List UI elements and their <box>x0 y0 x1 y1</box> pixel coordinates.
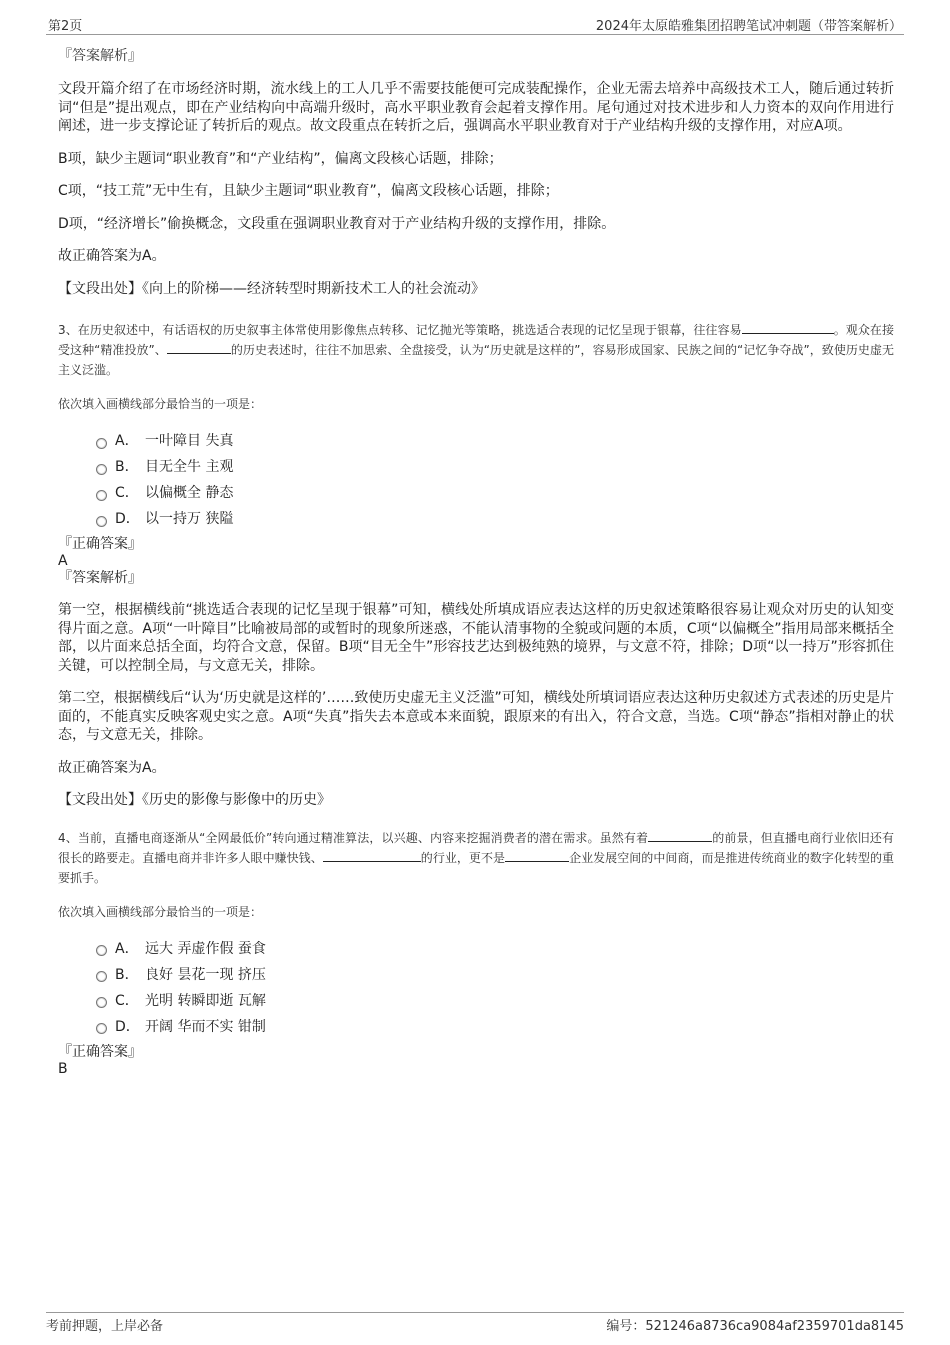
options-list <box>58 428 894 532</box>
radio-icon[interactable] <box>96 1023 107 1034</box>
passage-source: 【文段出处】《历史的影像与影像中的历史》 <box>58 792 331 808</box>
analysis-paragraph: 第二空，根据横线后“认为‘历史就是这样的’……致使历史虚无主义泛滥”可知，横线处所填词语应表达这种历史叙述方式表述的历史是片面的，不能真实反映客观史实之意。A项“失真”指失去本意或本来面貌，跟原来的有出入，符合文意，当选。C项“静态”指相对静止的状态，与文意无关，排除。 <box>58 690 894 743</box>
analysis-label: 『答案解析』 <box>58 570 142 586</box>
analysis-paragraph: B项，缺少主题词“职业教育”和“产业结构”，偏离文段核心话题，排除； <box>58 150 503 167</box>
passage-source: 【文段出处】《向上的阶梯——经济转型时期新技术工人的社会流动》 <box>58 280 485 297</box>
options-list <box>58 936 894 1040</box>
option-b[interactable]: B． 良好 昙花一现 挤压 <box>96 962 894 988</box>
question-prompt: 依次填入画横线部分最恰当的一项是： <box>58 904 263 919</box>
radio-icon[interactable] <box>96 438 107 449</box>
question-stem: 3、在历史叙述中，有话语权的历史叙事主体常使用影像焦点转移、记忆抛光等策略，挑选适合表现的记忆呈现于银幕，往往容易 。观众在接受这种“精准投放”、 的历史表述时，往往不加思索、全盘接受，认为“历史就是这样的”，容易形成国家、民族之间的“记忆争夺战”，致使历史虚无主义泛滥。 <box>58 320 894 380</box>
correct-answer: B <box>58 1060 68 1077</box>
analysis-conclusion: 故正确答案为A。 <box>58 759 166 776</box>
analysis-paragraph: 第一空，根据横线前“挑选适合表现的记忆呈现于银幕”可知，横线处所填成语应表达这样的历史叙述策略很容易让观众对历史的认知变得片面之意。A项“一叶障目”比喻被局部的或暂时的现象所迷惑，不能认清事物的全貌或问题的本质，C项“以偏概全”指用局部来概括全部，以片面来总括全面，均符合文意，保留。B项“目无全牛”形容技艺达到极纯熟的境界，与文意不符，排除；D项“以一持万”形容抓住关键，可以控制全局，与文意无关，排除。 <box>58 602 894 674</box>
question-prompt: 依次填入画横线部分最恰当的一项是： <box>58 397 263 411</box>
document-id: 编号：521246a8736ca9084af2359701da8145 <box>606 1319 904 1334</box>
page-header <box>46 14 904 35</box>
fill-blank <box>167 340 231 354</box>
correct-answer-label: 『正确答案』 <box>58 1043 142 1060</box>
option-d[interactable]: D． 开阔 华而不实 钳制 <box>96 1014 894 1040</box>
option-a[interactable]: A． 远大 弄虚作假 蚕食 <box>96 936 894 962</box>
option-b[interactable]: B． 目无全牛 主观 <box>96 454 894 480</box>
question-stem: 4、当前，直播电商逐渐从“全网最低价”转向通过精准算法，以兴趣、内容来挖掘消费者的潜在需求。虽然有着 的前景，但直播电商行业依旧还有很长的路要走。直播电商并非许多人眼中赚快钱、 的行业，更不是 企业发展空间的中间商，而是推进传统商业的数字化转型的重要抓手。 <box>58 828 894 888</box>
correct-answer: A <box>58 553 68 569</box>
fill-blank <box>742 320 834 334</box>
option-d[interactable]: D． 以一持万 狭隘 <box>96 506 894 532</box>
fill-blank <box>648 828 712 842</box>
analysis-conclusion: 故正确答案为A。 <box>58 248 166 264</box>
page-number: 第2页 <box>48 19 83 34</box>
fill-blank <box>323 848 421 862</box>
radio-icon[interactable] <box>96 945 107 956</box>
radio-icon[interactable] <box>96 997 107 1008</box>
radio-icon[interactable] <box>96 464 107 475</box>
analysis-paragraph: C项，“技工荒”无中生有，且缺少主题词“职业教育”，偏离文段核心话题，排除； <box>58 183 559 199</box>
option-c[interactable]: C． 光明 转瞬即逝 瓦解 <box>96 988 894 1014</box>
page-content <box>58 46 894 1078</box>
footer-slogan: 考前押题，上岸必备 <box>46 1319 164 1334</box>
analysis-paragraph: 文段开篇介绍了在市场经济时期，流水线上的工人几乎不需要技能便可完成装配操作，企业无需去培养中高级技术工人，随后通过转折词“但是”提出观点，即在产业结构向中高端升级时，高水平职业教育会起着支撑作用。尾句通过对技术进步和人力资本的双向作用进行阐述，进一步支撑论证了转折后的观点。故文段重点在转折之后，强调高水平职业教育对于产业结构升级的支撑作用，对应A项。 <box>58 81 894 134</box>
fill-blank <box>505 848 569 862</box>
radio-icon[interactable] <box>96 516 107 527</box>
radio-icon[interactable] <box>96 971 107 982</box>
document-title: 2024年太原皓雅集团招聘笔试冲刺题（带答案解析） <box>595 19 902 34</box>
analysis-label: 『答案解析』 <box>58 48 142 64</box>
page-footer <box>46 1312 904 1335</box>
analysis-paragraph: D项，“经济增长”偷换概念，文段重在强调职业教育对于产业结构升级的支撑作用，排除。 <box>58 215 616 232</box>
option-c[interactable]: C． 以偏概全 静态 <box>96 480 894 506</box>
option-a[interactable]: A． 一叶障目 失真 <box>96 428 894 454</box>
correct-answer-label: 『正确答案』 <box>58 536 142 552</box>
radio-icon[interactable] <box>96 490 107 501</box>
